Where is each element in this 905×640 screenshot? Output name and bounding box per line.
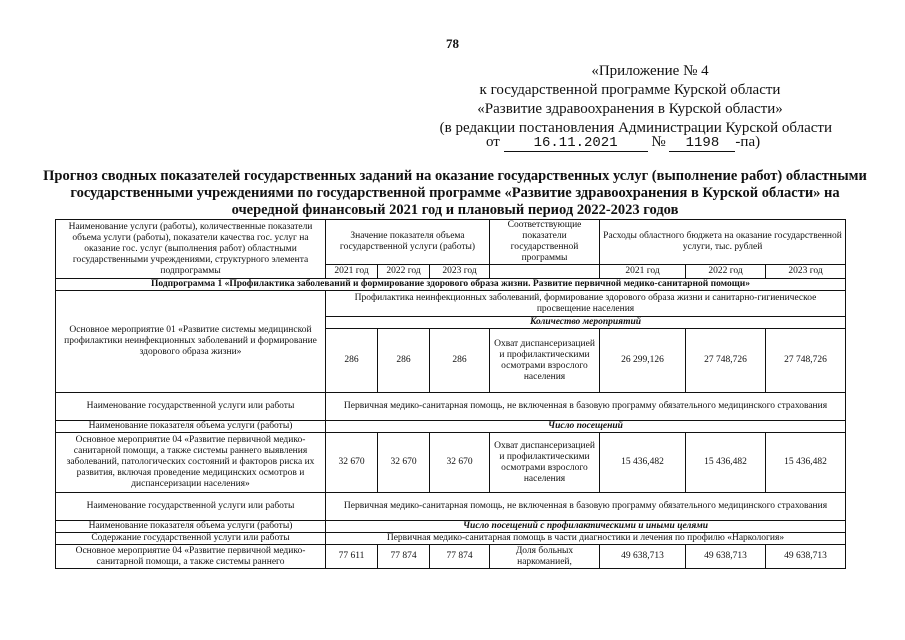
event01-c2021: 26 299,126 xyxy=(600,329,686,393)
appendix-line-2: к государственной программе Курской области xyxy=(479,82,781,98)
page-number: 78 xyxy=(446,36,459,51)
event01-v2021: 286 xyxy=(326,329,378,393)
header-v2022: 2022 год xyxy=(378,265,430,279)
event04a-c2023: 15 436,482 xyxy=(766,433,846,493)
decree-suffix: -па) xyxy=(735,134,761,150)
event04a-name: Основное мероприятие 04 «Развитие первичной медико-санитарной помощи, а также системы раннего выявления заболеваний, патологических состояний и факторов риска их развития, включая проведение медицинских осмотров и диспансеризации населения» xyxy=(56,433,326,493)
event01-indicator: Охват диспансеризацией и профилактическими осмотрами взрослого населения xyxy=(490,329,600,393)
event04b-c2023: 49 638,713 xyxy=(766,545,846,569)
event04b-c2022: 49 638,713 xyxy=(686,545,766,569)
event01-c2023: 27 748,726 xyxy=(766,329,846,393)
document-title: Прогноз сводных показателей государственных заданий на оказание государственных услуг (выполнение работ) областными государственными учреждениями по государственной программе «Развитие здравоохранения в Курской области» на очередной финансовый 2021 год и плановый период 2022-2023 годов xyxy=(43,168,867,218)
decree-reference xyxy=(486,134,760,152)
event04a-v2022: 32 670 xyxy=(378,433,430,493)
header-indicators: Соответствующие показатели государственной программы xyxy=(490,220,600,265)
subprogram-title: Подпрограмма 1 «Профилактика заболеваний и формирование здорового образа жизни. Развитие первичной медико-санитарной помощи» xyxy=(56,279,846,291)
event01-name: Основное мероприятие 01 «Развитие системы медицинской профилактики неинфекционных заболеваний и формирование здорового образа жизни» xyxy=(56,291,326,393)
event01-c2022: 27 748,726 xyxy=(686,329,766,393)
event04b-v2021: 77 611 xyxy=(326,545,378,569)
number-label: № xyxy=(651,134,666,150)
header-v2021: 2021 год xyxy=(326,265,378,279)
event04a-c2022: 15 436,482 xyxy=(686,433,766,493)
event04b-content: Первичная медико-санитарная помощь в части диагностики и лечения по профилю «Наркология» xyxy=(326,533,846,545)
event04b-c2021: 49 638,713 xyxy=(600,545,686,569)
event04a-v2021: 32 670 xyxy=(326,433,378,493)
appendix-line-3: «Развитие здравоохранения в Курской области» xyxy=(477,101,783,117)
table-row xyxy=(56,291,846,317)
table-row xyxy=(56,521,846,533)
table-row xyxy=(56,393,846,421)
metric-label-1: Наименование показателя объема услуги (работы) xyxy=(56,421,326,433)
header-c2022: 2022 год xyxy=(686,265,766,279)
table-header-row xyxy=(56,220,846,265)
service-value-1: Первичная медико-санитарная помощь, не включенная в базовую программу обязательного медицинского страхования xyxy=(326,393,846,421)
service-label-2: Наименование государственной услуги или работы xyxy=(56,493,326,521)
event01-v2023: 286 xyxy=(430,329,490,393)
event01-service: Профилактика неинфекционных заболеваний, формирование здорового образа жизни и санитарно-гигиеническое просвещение населения xyxy=(326,291,846,317)
event04a-v2023: 32 670 xyxy=(430,433,490,493)
header-c2021: 2021 год xyxy=(600,265,686,279)
event04b-v2022: 77 874 xyxy=(378,545,430,569)
decree-date: 16.11.2021 xyxy=(504,135,648,152)
forecast-table xyxy=(55,219,846,569)
event04b-name: Основное мероприятие 04 «Развитие первичной медико-санитарной помощи, а также системы раннего xyxy=(56,545,326,569)
table-row xyxy=(56,545,846,569)
appendix-line-4: (в редакции постановления Администрации Курской области xyxy=(439,120,832,136)
event01-v2022: 286 xyxy=(378,329,430,393)
event04b-indicator: Доля больных наркоманией, xyxy=(490,545,600,569)
appendix-line-1: «Приложение № 4 xyxy=(591,63,709,79)
metric-label-2: Наименование показателя объема услуги (работы) xyxy=(56,521,326,533)
header-costs-group: Расходы областного бюджета на оказание государственной услуги, тыс. рублей xyxy=(600,220,846,265)
appendix-header xyxy=(420,62,840,138)
table-row xyxy=(56,533,846,545)
service-label-1: Наименование государственной услуги или работы xyxy=(56,393,326,421)
event04b-metric: Число посещений с профилактическими и иными целями xyxy=(326,521,846,533)
header-c2023: 2023 год xyxy=(766,265,846,279)
table-row xyxy=(56,493,846,521)
from-label: от xyxy=(486,134,500,150)
event04a-metric: Число посещений xyxy=(326,421,846,433)
decree-number: 1198 xyxy=(669,135,735,152)
event04a-indicator: Охват диспансеризацией и профилактическими осмотрами взрослого населения xyxy=(490,433,600,493)
subprogram-row xyxy=(56,279,846,291)
service-value-2: Первичная медико-санитарная помощь, не включенная в базовую программу обязательного медицинского страхования xyxy=(326,493,846,521)
table-row xyxy=(56,421,846,433)
content-label: Содержание государственной услуги или работы xyxy=(56,533,326,545)
event04b-v2023: 77 874 xyxy=(430,545,490,569)
event04a-c2021: 15 436,482 xyxy=(600,433,686,493)
header-col1: Наименование услуги (работы), количественные показатели объема услуги (работы), показатели качества гос. услуг на оказание гос. услуг (выполнения работ) областными государственными учреждениями, структурного элемента подпрограммы xyxy=(56,220,326,279)
table-row xyxy=(56,433,846,493)
header-values-group: Значение показателя объема государственной услуги (работы) xyxy=(326,220,490,265)
header-v2023: 2023 год xyxy=(430,265,490,279)
event01-metric: Количество мероприятий xyxy=(326,317,846,329)
header-indicator-empty xyxy=(490,265,600,279)
